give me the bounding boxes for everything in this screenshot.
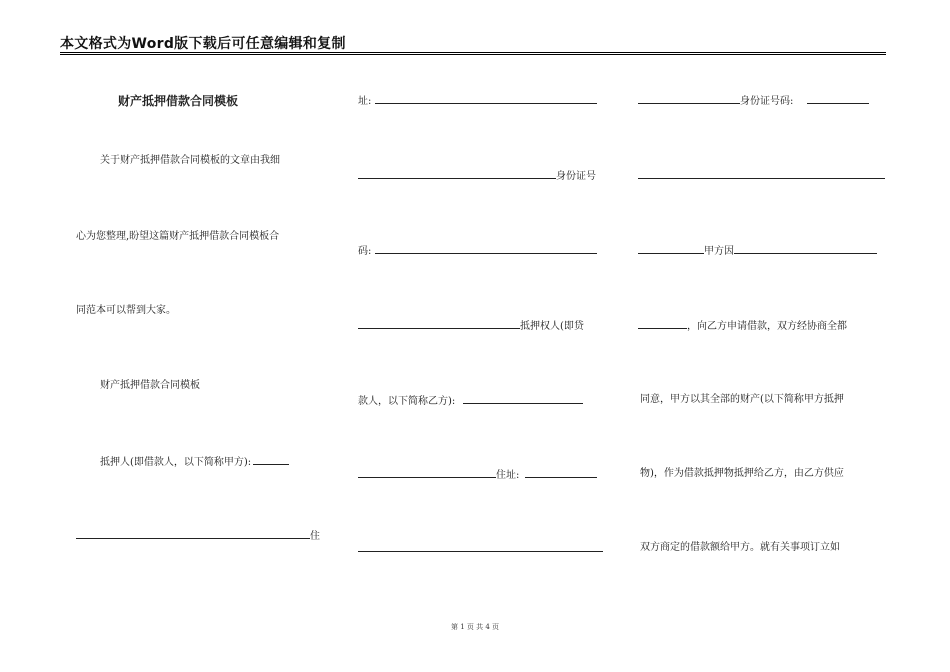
pledgee-line-2 — [358, 393, 583, 409]
id-code-blank-left — [638, 93, 740, 104]
pledgee-blank-2 — [358, 467, 496, 478]
reason-line — [638, 243, 877, 259]
document-title: 财产抵押借款合同模板 — [118, 94, 239, 108]
live-label-1: 住 — [310, 531, 320, 542]
id-number-line-1 — [358, 168, 596, 184]
header-rule-secondary — [60, 54, 886, 55]
pledgee-address-blank — [525, 467, 597, 478]
id-code-label: 身份证号码: — [740, 96, 794, 107]
header-rule — [60, 52, 886, 53]
address-blank-1 — [375, 93, 597, 104]
blank-line-col3 — [638, 168, 885, 184]
page-header: 本文格式为Word版下载后可任意编辑和复制 — [60, 36, 346, 52]
page-number-footer: 第 1 页 共 4 页 — [450, 623, 500, 631]
code-label-1: 码: — [358, 246, 372, 257]
pledger-line — [100, 454, 289, 470]
pledgee-label: 抵押权人(即贷 — [520, 321, 584, 332]
para-line-2: 同意，甲方以其全部的财产(以下简称甲方抵押 — [640, 394, 844, 405]
id-blank-1 — [358, 168, 556, 179]
pledger-blank-long — [76, 528, 310, 539]
intro-line-1: 关于财产抵押借款合同模板的文章由我细 — [100, 155, 280, 166]
pledger-name-blank — [253, 454, 289, 465]
para-line-1 — [638, 318, 847, 334]
para-line-4: 双方商定的借款额给甲方。就有关事项订立如 — [640, 542, 840, 553]
full-blank-3 — [638, 168, 885, 179]
code-blank-1 — [375, 243, 597, 254]
id-label-1: 身份证号 — [556, 171, 596, 182]
para-line-3: 物)，作为借款抵押物抵押给乙方，由乙方供应 — [640, 468, 844, 479]
reason-blank-right — [734, 243, 877, 254]
pledgee-line — [358, 318, 584, 334]
blank-line-full — [358, 541, 603, 557]
pledger-label: 抵押人(即借款人，以下简称甲方): — [100, 457, 252, 468]
para-text-1: ，向乙方申请借款，双方经协商全都 — [687, 321, 847, 332]
pledgee-address-line — [358, 467, 597, 483]
pledger-address-line — [76, 528, 320, 544]
pledgee-label-2: 款人，以下简称乙方): — [358, 396, 456, 407]
live-label-2: 住址: — [496, 470, 520, 481]
intro-line-2: 心为您整理,盼望这篇财产抵押借款合同模板合 — [76, 231, 280, 242]
code-line-1 — [358, 243, 597, 259]
id-code-blank-right — [807, 93, 869, 104]
para-blank-1 — [638, 318, 687, 329]
pledgee-blank-1 — [358, 318, 520, 329]
pledgee-name-blank — [463, 393, 583, 404]
section-subtitle: 财产抵押借款合同模板 — [100, 380, 200, 391]
address-label: 址: — [358, 96, 372, 107]
reason-blank-left — [638, 243, 704, 254]
address-line-1 — [358, 93, 597, 109]
reason-label: 甲方因 — [704, 246, 734, 257]
full-blank-2 — [358, 541, 603, 552]
id-code-line — [638, 93, 869, 109]
intro-line-3: 同范本可以帮到大家。 — [76, 305, 176, 316]
